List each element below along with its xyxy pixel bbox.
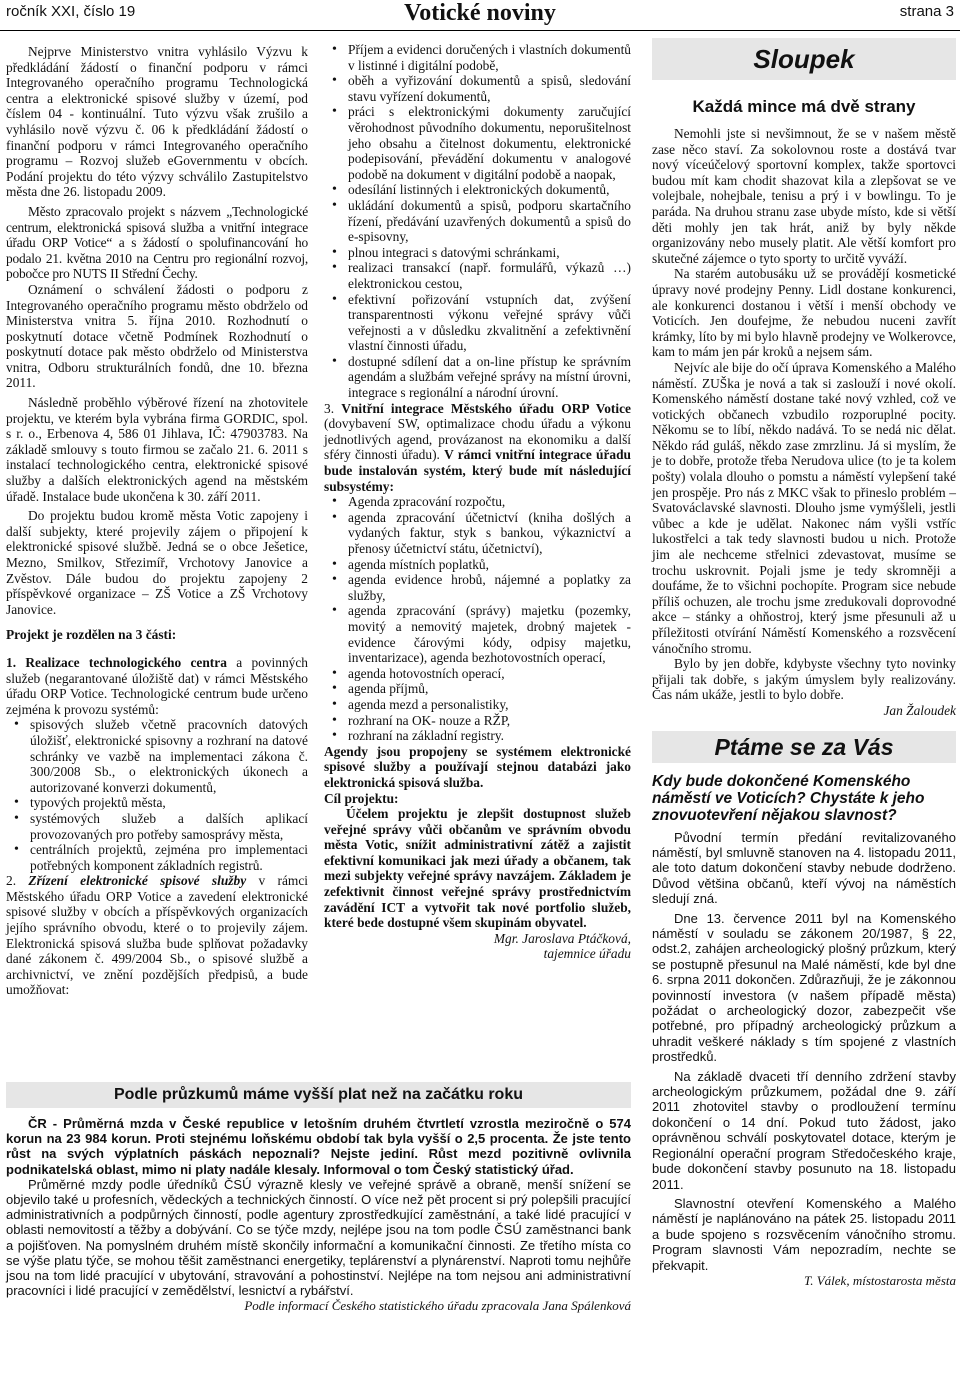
part-2-number: 2. (6, 873, 29, 889)
part-2-text: v rámci Městského úřadu ORP Votice a zavedení elektronické spisové služby v obcích a příspěvkových organizacích jejího správního obvodu, které o to projevily zájem. Elektronická spisová služba bude splňovat požadavky dané zákonem č. 499/2004 Sb., o spisové službě a archivnictví, ve znění pozdějších předpisů, a bude umožňovat: (6, 873, 309, 998)
list-item: • spisových služeb včetně pracovních datových úložišť, elektronické spisovny a rozhraní na datové schránky ve vazbě na implementaci zákona č. 300/2008 Sb., o elektronických úkonech a autorizované konverzi dokumentů, (30, 717, 308, 795)
list-item: • oběh a vyřizování dokumentů a spisů, sledování stavu vyřízení dokumentů, (348, 73, 631, 104)
systems-list (6, 717, 308, 873)
list-item: • ukládání dokumentů a spisů, podporu skartačního řízení, předávání uzavřených dokumentů a spisů do e-spisovny, (348, 198, 631, 245)
paragraph: Slavnostní otevření Komenského a Malého náměstí je naplánováno na pátek 25. listopadu 2011 a bude spojeno s rozsvěcením vánočního stromu. Program slavnosti Vám nepozradím, nechte se překvapit. (652, 1195, 956, 1273)
paragraph: Oznámení o schválení žádosti o podporu z Integrovaného operačního programu město obdrželo od Ministerstva vnitra 5. října 2010. Rozhodnutí o poskytnutí dotace včetně Podmínek Rozhodnutí o poskytnutí dotace pak město obdrželo od Ministerstva vnitra, Odboru strukturálních fondů, dne 10. března 2011. (6, 281, 308, 391)
paragraph: Průměrné mzdy podle úředníků ČSÚ výrazně klesly ve veřejné správě a obraně, menší snížení se objevilo také u profesních, vědeckých a technických činností. O více než pět procent si prý polepšili pracující administrativních a podpůrných činností, podle agentury zprostředkující zaměstnání, a také lidé pracující v oblasti nemovitostí a těžby a dobývání. Co se týče mzdy, nejlépe jsou na tom podle ČSÚ zaměstnanci bank a pojišťoven. Na pomyslném druhém místě skončily informační a komunikační činnosti. Ze třetího místa co se výše platu týče, se mohou těšit zaměstnanci energetiky, teplárenství a plynárenství. Naproti tomu nejhůře jsou na tom lidé pracující v ubytování, stravování a pohostinství. Nejlépe na tom nejsou ani administrativní pracovníci i lidé pracující v zemědělství, lesnictví a rybářství. (6, 1176, 631, 1299)
author-signature: Mgr. Jaroslava Ptáčková, (493, 930, 631, 946)
author-role: tajemnice úřadu (543, 946, 631, 962)
article-column-1 (6, 44, 308, 998)
author-signature: Jan Žaloudek (883, 702, 956, 718)
list-item: • agenda zpracování účetnictví (kniha došlých a vydaných faktur, styk s bankou, výkaznictví a přenosy účetnictví státu, účetnictví), (348, 510, 631, 557)
list-item: • agenda mezd a personalistiky, (348, 697, 631, 713)
sloupek-heading: Sloupek (652, 38, 956, 82)
paragraph: Dne 13. července 2011 byl na Komenského náměstí v souladu se zákonem 20/1987, § 22, odst.2, zahájen archeologický plošný průzkum, který se postupně přesunul na Malé náměstí, kde byl dne 6. srpna 2011 dokončen. Zdůrazňuji, že je zákonnou povinností investora (v našem případě města) požádat o archeologický dozor, zabezpečit vše potřebné, pro případný archeologický průzkum a uhradit veškeré náklady s tím spojené z vlastních prostředků. (652, 910, 956, 1065)
article-source: Podle informací Českého statistického úřadu zpracovala Jana Spálenková (244, 1298, 631, 1314)
list-item: • systémových služeb a dalších aplikací provozovaných pro potřeby samosprávy města, (30, 811, 308, 842)
article-lead: ČR - Průměrná mzda v České republice v letošním druhém čtvrtletí vzrostla meziročně o 574 korun na 23 984 korun. Proti stejnému loňskému období tak byla vyšší o 2,5 procenta. Že jste tento růst na svých výplatních páskách nepoznali? Nejste jediní. Růst mezd pozitivně ovlivnila podnikatelská oblast, mimo ni platy nadále klesaly. Informoval o tom Český statistický úřad. (6, 1116, 631, 1177)
paragraph: Nemohli jste si nevšimnout, že se v našem městě zase něco staví. Za sokolovnou roste a dostává tvar nový víceúčelový sportovní komplex, takže sportovci budou mít kam chodit shazovat kila a zlepšovat se ve volejbale, nohejbale, tenisu a prý i v bowlingu. To je paráda. Na druhou stranu zase ubyde místo, kde si větší děti mohly jen tak hrát, aniž by byly někde organizovány nebo musely platit. Ale větší komfort pro skutečné zájemce o tyto sporty to určitě vyváží. (652, 126, 956, 266)
interview-question: Kdy bude dokončené Komenského náměstí ve Voticích? Chystáte k jeho znovuotevření nějakou slavnost? (652, 772, 925, 824)
paragraph: Město zpracovalo projekt s názvem „Technologické centrum, elektronická spisová služba a vnitřní integrace úřadu ORP Votice“ a s žádostí o spolufinancování ho podalo 21. května 2010 na Centru pro regionální rozvoj, pobočce pro NUTS II Střední Čechy. (6, 203, 308, 282)
column-article-title: Každá mince má dvě strany (692, 97, 916, 116)
list-item: • Agenda zpracování rozpočtu, (348, 494, 631, 510)
list-item: • práci s elektronickými dokumenty zaručující věrohodnost původního dokumentu, neporušitelnost jeho obsahu a čitelnost dokumentu, elektronické podepisování, převádění dokumentu v analogové podobě na dokument v digitální podobě a naopak, (348, 104, 631, 182)
paragraph: Nejprve Ministerstvo vnitra vyhlásilo Výzvu k předkládání žádostí o finanční podporu v rámci Integrovaného operačního programu Technologická centra a elektronické spisové služby v území, pod číslem 04 - kontinuální. Tuto výzvu však zrušilo a vyhlásilo nově výzvu č. 06 k předkládání žádostí o finanční podporu v rámci Integrovaného operačního programu – Rozvoj služeb eGovernmentu v obcích. Podání projektu do této výzvy schválilo Zastupitelstvo města dne 26. listopadu 2009. (6, 44, 308, 200)
interview-answer (652, 830, 956, 1289)
list-item: • typových projektů města, (30, 795, 308, 811)
section-heading: Projekt je rozdělen na 3 části: (6, 627, 177, 643)
paragraph: Na starém autobusáku už se provádějí kosmetické úpravy nové prodejny Penny. Lidl dostane konkurenci, ale konkurenci dostanou i větší i menší obchody ve Voticích. Jen doufejme, že nebudou nuceni zavřít krámky, líto by mi bylo hlavně prodejny ve Wolkerovce, kam to mám jen pár kroků a nejsem sám. (652, 266, 956, 360)
paragraph: Účelem projektu je zlepšit dostupnost služeb veřejné správy vůči občanům ve správním obvodu města Votic, snížit administrativní zátěž a zajistit efektivní komunikaci jak mezi úřady a občanem, tak mezi subjekty veřejné správy navzájem. Základem je zefektivnit činnost veřejné správy prostřednictvím zavádění ICT a vytvořit tak nové portfolio služeb, které bede dostupné všem skupinám obyvatel. (324, 806, 631, 931)
spisova-sluzba-list (324, 42, 631, 401)
paragraph: Původní termín předání revitalizovaného náměstí, byl smluvně stanoven na 4. listopadu 2011, ale toto datum dokončení stavby nebude dodrženo. Důvod většina občanů, kteří vývoj na náměstích sledují zná. (652, 829, 956, 907)
list-item: • rozhraní na základní registry. (348, 728, 631, 744)
page-header (0, 0, 960, 31)
author-signature: T. Válek, místostarosta města (803, 1272, 956, 1288)
paragraph: Následně proběhlo výběrové řízení na zhotovitele projektu, ve kterém byla vybrána firma GORDIC, spol. s r. o., Erbenova 4, 586 01 Jihlava, IČ: 47903783. Na základě smlouvy s touto firmou se začalo 21. 6. 2011 s instalací technologického centra, elektronické spisové služby a dalších elektronických agend na městském úřadě. Instalace bude ukončena k 30. září 2011. (6, 395, 308, 504)
part-1-text: a povinných služeb (negarantované úložiště dat) v rámci Městského úřadu ORP Votice. Technologické centrum bude určeno zejména k provozu systémů: (6, 654, 308, 717)
paragraph (324, 401, 631, 495)
newspaper-title: Votické noviny (404, 0, 556, 26)
goal-heading: Cíl projektu: (324, 790, 399, 806)
paragraph: Na základě dvaceti tří denního zdržení stavby archeologickým průzkumem, požádal dne 9. září 2011 zhotovitel stavby o prodloužení termínu dokončení o 14 dní. Pokud tuto žádost, jako oprávněnou schválí poskytovatel dotace, kterým je Regionální operační program Středočeského kraje, bude dokončení stavby posunuto na 18. listopadu 2011. (652, 1068, 956, 1192)
ptame-se-heading: Ptáme se za Vás (652, 731, 956, 763)
list-item: • centrálních projektů, zejména pro implementaci potřebných komponent základních registrů. (30, 842, 308, 873)
part-3-heading: Vnitřní integrace Městského úřadu ORP Votice (341, 400, 632, 416)
part-1-heading: 1. Realizace technologického centra (6, 654, 227, 670)
part-3-bold-text: V rámci vnitřní integrace úřadu bude instalován systém, který bude mít následující subsystémy: (324, 447, 632, 494)
subsystems-list (324, 494, 631, 744)
list-item: • odesílání listinných i elektronických dokumentů, (348, 182, 631, 198)
list-item: • realizaci transakcí (např. formulářů, výkazů …) elektronickou cestou, (348, 260, 631, 291)
part-3-number: 3. (324, 400, 342, 416)
column-3 (652, 38, 956, 1288)
paragraph (6, 655, 308, 717)
part-2-heading: Zřízení elektronické spisové služby (28, 873, 247, 889)
article-column-2 (324, 42, 631, 962)
paragraph: Agendy jsou propojeny se systémem elektronické spisové služby a používají stejnou databázi jako elektronická spisová služba. (324, 743, 631, 790)
list-item: • agenda evidence hrobů, nájemné a poplatky za služby, (348, 572, 631, 603)
paragraph: Do projektu budou kromě města Votic zapojeny i další subjekty, které projevily zájem o připojení k elektronické spisové službě. Jedná se o obce Ješetice, Mezno, Smilkov, Střezimíř, Vrchotovy Janovice a Zvěstov. Dále budou do projektu zapojeny 2 příspěvkové organizace – ZŠ Votice a ZŠ Vrchotovy Janovice. (6, 508, 308, 617)
list-item: • Příjem a evidenci doručených i vlastních dokumentů v listinné i digitální podobě, (348, 42, 631, 73)
salary-article (6, 1082, 631, 1314)
list-item: • agenda hotovostních operací, (348, 666, 631, 682)
list-item: • agenda místních poplatků, (348, 557, 631, 573)
list-item: • agenda příjmů, (348, 681, 631, 697)
paragraph: Bylo by jen dobře, kdybyste všechny tyto novinky přijali tak dobře, s jakým úmyslem byly realizovány. Čas nám ukáže, jestli to bylo dobře. (652, 656, 956, 703)
page-number: strana 3 (899, 3, 954, 20)
paragraph (6, 873, 308, 998)
issue-number: ročník XXI, číslo 19 (6, 3, 136, 20)
salary-article-title: Podle průzkumů máme vyšší plat než na začátku roku (6, 1082, 631, 1108)
list-item: • rozhraní na OK- nouze a RŽP, (348, 713, 631, 729)
list-item: • efektivní pořizování vstupních dat, zvýšení transparentnosti výkonu veřejné správy vůči veřejnosti a v důsledku zkvalitnění a zefektivnění vlastní činnosti úřadu, (348, 292, 631, 354)
list-item: • dostupné sdílení dat a on-line přístup ke správním agendám a službám veřejné správy na místní úrovni, integrace s regionální a národní úrovní. (348, 354, 631, 401)
part-3-text: (dovybavení SW, optimalizace chodu úřadu a výkonu jednotlivých agend, provázanost na ekonomiku a další sféry činnosti úřadu). (324, 416, 631, 463)
paragraph: Nejvíc ale bije do očí úprava Komenského a Malého náměstí. ZUŠka je nová a tak si zaslouží i nové okolí. Komenského náměstí dostane také nový vzhled, což ve votických občanech vzbudilo rozporuplné pocity. Někomu se to líbí, někdo nadává. To se nedá nic dělat. Někdo rád guláš, někdo zase zmrzlinu. Já si myslím, že je to dobře, protože třeba Nerudova ulice (to je ta kolem pošty) volala dlouho o pomstu a náměstí vylepšení také jen prospěje. Pro nás z MKC však to přineslo problém – Svatováclavské slavnosti. Dlouho jsme vymýšleli, jestli vůbec a kde je udělat. Nakonec nám vyšli vstříc lukostřelci a tak tedy slavnosti budou u nich. Protože jim ale nechceme střelnici zdevastovat, musíme se trochu uskrovnit. Pojali jsme je tedy skromněji a doufáme, že to všichni pochopíte. Program sice nebude příliš ochuzen, ale trochu jsme zredukovali doprovodné akce – stánky a ohňostroj, který jsme přesunuli až u příležitosti otvírání Náměstí Komenského a rozsvěcení vánočního stromu. (652, 359, 956, 656)
list-item: • agenda zpracování (správy) majetku (pozemky, movitý a nemovitý majetek, drobný majetek - evidence čárovými kódy, odpisy majetku, inventarizace), agenda bezhotovostních operací, (348, 603, 631, 665)
list-item: • plnou integraci s datovými schránkami, (348, 245, 631, 261)
